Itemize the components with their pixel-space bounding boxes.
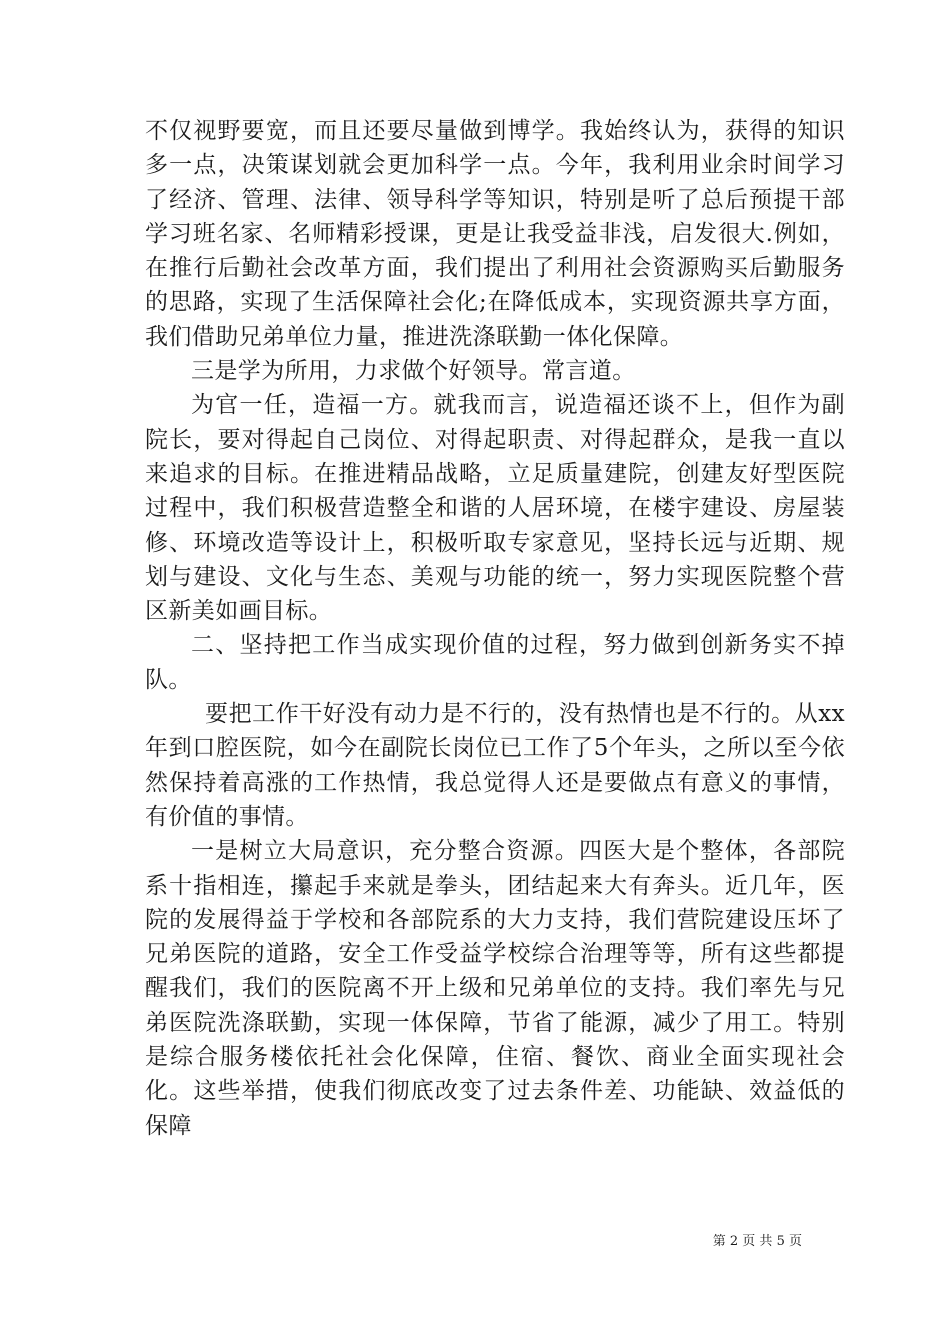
- document-body: [145, 114, 845, 1143]
- paragraph-point-one: 一是树立大局意识，充分整合资源。四医大是个整体，各部院系十指相连，攥起手来就是拳头，团结起来大有奔头。近几年，医院的发展得益于学校和各部院系的大力支持，我们营院建设压坏了兄弟医院的道路，安全工作受益学校综合治理等等，所有这些都提醒我们，我们的医院离不开上级和兄弟单位的支持。我们率先与兄弟医院洗涤联勤，实现一体保障，节省了能源，减少了用工。特别是综合服务楼依托社会化保障，住宿、餐饮、商业全面实现社会化。这些举措，使我们彻底改变了过去条件差、功能缺、效益低的保障: [145, 838, 845, 1139]
- paragraph-continuation: 不仅视野要宽，而且还要尽量做到博学。我始终认为，获得的知识多一点，决策谋划就会更加科学一点。今年，我利用业余时间学习了经济、管理、法律、领导科学等知识，特别是听了总后预提干部学习班名家、名师精彩授课，更是让我受益非浅，启发很大.例如，在推行后勤社会改革方面，我们提出了利用社会资源购买后勤服务的思路，实现了生活保障社会化;在降低成本，实现资源共享方面，我们借助兄弟单位力量，推进洗涤联勤一体化保障。: [145, 118, 845, 350]
- footer-current-page: 2: [729, 1234, 739, 1249]
- paragraph-passion: 要把工作干好没有动力是不行的，没有热情也是不行的。从xx年到口腔医院，如今在副院长岗位已工作了5个年头，之所以至今依然保持着高涨的工作热情，我总觉得人还是要做点有意义的事情，有价值的事情。: [145, 701, 845, 830]
- footer-middle: 页 共: [742, 1234, 773, 1249]
- footer-suffix: 页: [788, 1234, 802, 1249]
- paragraph-point-three: 三是学为所用，力求做个好领导。常言道。: [191, 358, 636, 385]
- paragraph-section-two: 二、坚持把工作当成实现价值的过程，努力做到创新务实不掉队。: [145, 632, 845, 693]
- page-footer: [0, 1230, 802, 1249]
- footer-prefix: 第: [712, 1234, 726, 1249]
- paragraph-serve: 为官一任，造福一方。就我而言，说造福还谈不上，但作为副院长，要对得起自己岗位、对得起职责、对得起群众，是我一直以来追求的目标。在推进精品战略，立足质量建院，创建友好型医院过程中，我们积极营造整全和谐的人居环境，在楼宇建设、房屋装修、环境改造等设计上，积极听取专家意见，坚持长远与近期、规划与建设、文化与生态、美观与功能的统一，努力实现医院整个营区新美如画目标。: [145, 392, 845, 625]
- footer-total-pages: 5: [776, 1234, 785, 1249]
